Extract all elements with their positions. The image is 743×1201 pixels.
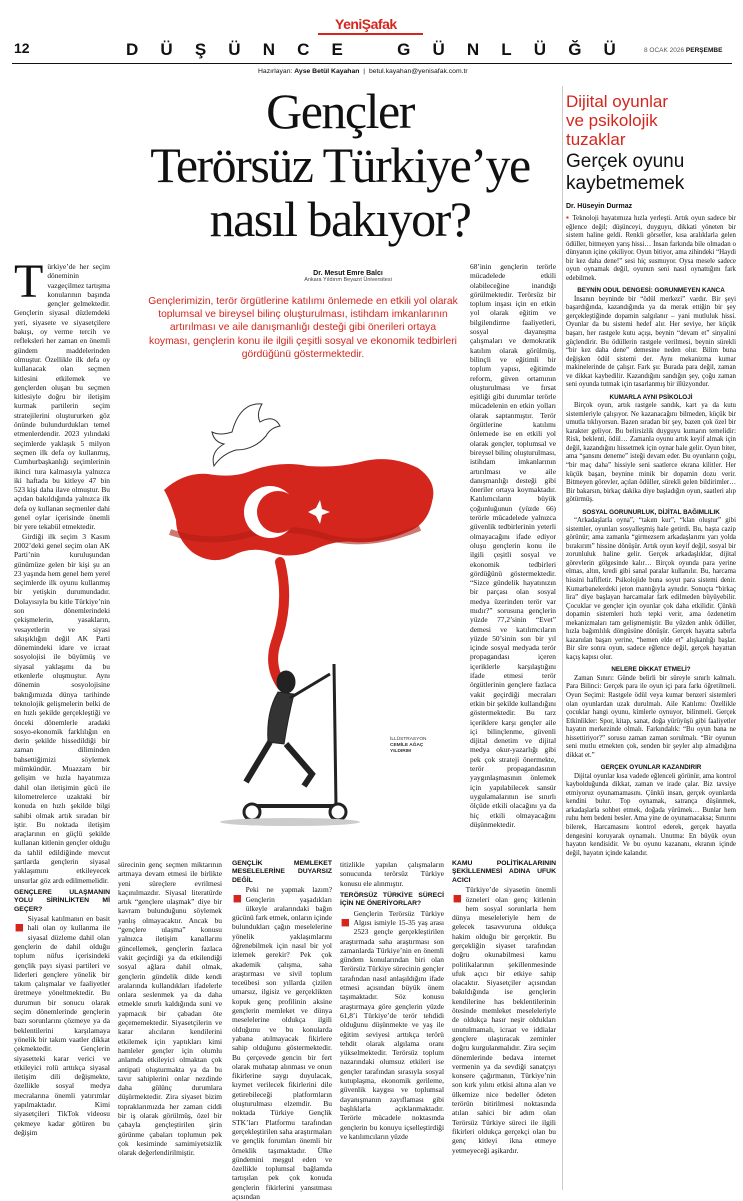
page-number: 12 — [14, 40, 30, 56]
sidebar-subtitle — [566, 151, 736, 195]
section-letter: Ü — [533, 40, 547, 59]
headline-line: Gençler — [266, 83, 414, 139]
section-letter: G — [397, 40, 411, 59]
crescent-inner — [257, 491, 299, 533]
credit-line: CEMİLE AĞAÇ — [390, 743, 424, 748]
author-affiliation: Ankara Yıldırım Beyazıt Üniversitesi — [304, 277, 392, 283]
sidebar-title — [566, 92, 736, 149]
sidebar-divider — [562, 86, 563, 1190]
lead-paragraph: Gençlerimizin, terör örgütlerine katılımı önlemede en etkili yol olarak toplumsal ve bireysel bilinç oluşturulması, istihdam imkanlarının artırılması ve aile danışmanlığı desteği gibi önerileri ortaya koyması, gençlerin konu ile ilgili çeşitli sosyal ve ekonomik tedbirleri gördüğünü göstermektedir. — [148, 296, 458, 360]
subheading: GENÇLERE ULAŞMANIN YOLU SİRİNLİKTEN Mİ GEÇER? — [14, 888, 110, 913]
sidebar-subtitle-line: kaybetmemek — [566, 173, 685, 194]
bullet-icon: ▪ — [340, 905, 351, 939]
paragraph: Dijital oyunlar kısa vadede eğlenceli görünür, ama kontrol kaybolduğunda dikkat, zaman ve irade çalar. Biz tavsiye etmiyoruz oyunamamasını. Çünkü insan, gerçek oyunlarda kendini bulur. Top oynamak, satrança düşünmek, arkadaşlarla sohbet etmek, doğada yürümek… Bunlar hem ruhu hem bedeni besler. Ama yine de oyunamacaksa; Sınırını bilerek, Harcamasını kontrol ederek, gerçek hayatla dengesini koruyarak oynamalı. Unutma: En büyük oyun hayatın kendisidir. Ve bu oyunu kazananı, ekranın içinde değil, hayatın içinde kalandır. — [566, 772, 736, 857]
article-column-1 — [14, 255, 110, 1190]
paragraph: Gençlerin Terörsüz Türkiye Algısı ismiyle 15-35 yaş arası 2523 gençle gerçekleştirilen araştırmada saha araştırması son zamanlarda Türkiye’nin en önemli gündem konularından biri olan Terörsüz Türkiye sürecinin gençler tarafından nasıl anlaşıldığını ifade etmesi açısından büyük önem taşımaktadır. Söz konusu araştırmaya göre gençlerin yüzde 61,8’i Türkiye’de terör tehdidi olduğunu düşünmekte ve yaş ile eğitim seviyesi arttıkça terörü tehdit olarak algılama oranı yükselmektedir. Terörsüz toplum nazarındaki olumsuz etkileri ise gençler tarafından sırasıyla sosyal kutuplaşma, ekonomik gerileme, güvenlik kaygısı ve toplumsal dayanışmanın zayıflaması gibi başlıklarla açıklanmaktadır. Terörle mücadele noktasında gençlerin bu konuyu içselleştirdiği ve katılımcıların yüzde — [340, 908, 444, 1141]
subheading: TERÖRSÜZ TÜRKİYE SÜRECİ İÇİN NE ÖNERİYORLAR? — [340, 891, 444, 908]
paragraph: Girdiği ilk seçim 3 Kasım 2002’deki genel seçim olan AK Parti’nin kuruluşundan günümüze gelen bir kişi şu an 23 yaşında hem genel hem yerel seçimlerde ilk oyunu kullanmış bir yetişkin durumundadır. Dolayısıyla bu kitle Türkiye’nin son dönemlerindeki çekişmelerin, yasakların, vesayetlerin ve siyasi sıkışıklığın değil AK Parti dönemindeki idare ve icraat sosyolojisi ile büyümüş ve siyasal yaklaşımı da bu etkenlerle oluşmuştur. Aynı dönemin sosyolojisine baktığımızda dünya tarihinde teknolojik gelişmelerin belki de en hızlı şekilde gerçekleştiği ve önceki dönemlerle aradaki sosyo-ekonomik farklılığın en derin şekilde hissedildiği bir zaman diliminden bahsettiğimizi söylemek mümkündür. Muazzam bir gelişim ve hızla hayatımıza dahil olan iletişimin gücü ile kilometrelerce uzaktaki bir konuda en hızlı şekilde bilgi sahibi olmak artık sıradan bir iştir. Bu noktada iletişim araçlarının en güçlü şekilde kullanan kitlenin gençler olduğu da tahlil edildiğinde mevcut şartlarda gençlerin siyasal yaklaşımını etkileyecek unsurlar göz ardı edilmemelidir. — [14, 531, 110, 885]
bullet-icon: ▪ — [566, 213, 573, 222]
paragraph: Siyasal katılmanın en basit hali olan oy kullanma ile siyasal düzleme dahil olan gençlerin de dahil olduğu toplum nüfus içerisindeki gençlik payı siyasi partileri ve liderleri gençlere yönelik bir takım çalışmalar ve faaliyetler üretmeye yöneltmektedir. Bu durumun bir sonucu olarak seçim dönemlerinde gençlerin bazı sorunlarını çözmeye ya da beklentilerini karşılamaya yönelik bir takım vaatler dikkat çekmektedir. Gençlerin siyasetteki karar verici ve etkileyici rolü arttıkça siyasal iletişim dili değişmekte, özellikle sosyal medya mecralarına önemli yatırımlar yapılmaktadır. Kimi siyasetçileri TikTok videosu çekmeye kadar götüren bu değişim — [14, 914, 110, 1137]
subheading: GENÇLİK MEMLEKET MESELELERİNE DUYARSIZ DEĞİL — [232, 860, 332, 884]
paragraph: Türkiye’de siyasetin önemli özneleri olan genç kitlenin hem sosyal sorunlarla hem dünya meseleleriyle hem de gelecek tasavvuruna oldukça hakim olduğu bir gerçektir. Bu gerçekliğin siyaset tarafından doğru okunabilmesi kamu politikalarının şekillenmesinde ufuk açıcı bir etkiye sahip olacaktır. Siyasetçiler açısından bakıldığında ise gençlerin kendilerine has beklentilerinin ötesinde memleket meseleleriyle de oldukça hasır neşir oldukları unutulmamalı, icraat ve iddialar gençlere ulaştıracak zeminler doğru kurgulanmalıdır. Zira seçim dönemlerinde bedava internet vermenin ya da sevdiği sanatçıyı konsere çağırmanın, Türkiye’nin son kırk yılını etkisi altına alan ve ülkemize nice bedeller ödeten terörün bitirilmesi noktasında atılan sahici bir adım olan Terörsüz Türkiye süreci ile ilgili fikirleri oldukça gerçekçi olan bu genç kitleyi ikna etmeye yetmeyeceği aşikardır. — [452, 885, 556, 1155]
prepared-label: Hazırlayan: — [258, 68, 293, 75]
section-letter: D — [126, 40, 139, 59]
credit-line: YILDIRIM — [390, 749, 412, 754]
paragraph: titizlikle yapılan çalışmaların sonucunda terörsüz Türkiye konusu ele alınmıştır. — [340, 860, 444, 888]
bullet-icon: ▪ — [232, 882, 243, 916]
section-letter: C — [297, 40, 310, 59]
section-letter: Ü — [432, 40, 445, 59]
logo: YeniŞafak — [335, 16, 397, 32]
section-letter: N — [466, 40, 480, 59]
article-column-2 — [470, 262, 556, 882]
subheading: BEYNİN ODUL DENGESİ: GORUNMEYEN KANCA — [577, 287, 725, 295]
subheading: KAMU POLİTİKALARININ ŞEKİLLENMESİ ADINA UFUK ACICI — [452, 860, 556, 884]
bullet-icon: ▪ — [14, 911, 25, 945]
paragraph: Birçok oyun, artık rastgele sandık, kart ya da kutu sistemleriyle çalışıyor. Ne kazanacağını bilmeden, küçük bir umutla tıklıyorsun. Bazen sıradan bir şey, bazen çok özel bir karakter geliyor. Bu belirsizlik duyguyu kumarın temelidir: Risk, beklenti, ödül… Zamanla oyunu artık keyif almak için değil, kazandığını hissetmek için oynar hale gelir. Oyun biter, ama “şansını deneme” isteği devam eder. Bu oyunların çoğu, “bir maç daha” hissiyle seni saatlerce ekrana kilitler. Her küçük başarı, beynine minik bir dopamin dozu verir. Bitmeyen görevler, açılan ödüller, sürekli gelen bildirimler… Bir bakarsın, birkaç dakika diye başladığın oyun, saatleri alıp götürmüş. — [566, 402, 736, 504]
sidebar — [566, 86, 736, 1192]
illustration — [140, 402, 470, 832]
section-letter: Ü — [603, 40, 616, 59]
headline-line: Terörsüz Türkiye’ye — [150, 137, 530, 193]
sidebar-body — [566, 214, 736, 1180]
paragraph: “Arkadaşlarla oyna”, “takım kur”, “klan oluştur” gibi sistemler, oyunları sosyalleşmiş hale getirdi. Bu, başta cazip görünür; ama zamanla “girmezsem arkadaşlarımı yarı yolda bırakırım” hissine dönüşür. Artık oyun keyif değil, sosyal bir zorunluluk haline gelir. Gerçek arkadaşlıklar, dijital görevlerin gölgesinde kalır… Birçok oyunda para yerine elmas, altın, kredi gibi sanal paralar kullanılır. Bu, harcama hissini hafifletir. Psikolojide buna soyut para sistemi denir. Kumarbanelerdeki jeton mantığıyla aynıdır. Sonuçta “birkaç lira” diye başlayan harcamalar fark edilmeden büyüyebilir. Çocuklar ve gençler için oyunlar çok daha etkilidir. Çünkü dopamin sistemleri hızlı tepki verir, ama özdenetim mekanizmaları tam gelişmemiştir. Bu yüzden anlık ödüller, hızla bağımlılık döngüsüne dönüşür. Gerçek hayatta sabırla kazanılan başarı yerine, “hemen elde et” alışkanlığı başlar. Bir sîre sonra oyun, sadece eğlence değil, gerçek hayattan kaçış kapısı olur. — [566, 517, 736, 661]
subheading: SOSYAL GORUNURLUK, DİJİTAL BAĞIMLILIK — [582, 508, 720, 516]
day-text: PERŞEMBE — [685, 47, 723, 54]
editor-email[interactable]: betul.kayahan@yenisafak.com.tr — [368, 68, 468, 75]
article-column-4 — [232, 860, 332, 1201]
article-column-5 — [340, 860, 444, 1190]
paragraph: İnsanın beyninde bir “ödül merkezi” vardır. Bir şeyi başardığında, kazandığında ya da merak ettiğin bir şey gerçekleştiğinde dopamin salgılanır – yani mutluluk hissi. Oyunlar da bu sistemi hedef alır. Her seviye, her küçük başarı, her rastgele kutu açışı, beynin “devam et” sinyalini güçlendirir. Bu ödüllerin rastgele verilmesi, beynin sürekli “bir kez daha dene” demesine neden olur. Bilim buna değişken ödül sistemi der. Aynı mekanizma kumar makinelerinde de çalışır. Fark şu: Burada para değil, zaman ve dikkat kaybedilir. Kazandığını sandığın şey, çoğu zaman seni oyunda tutmak için tasarlanmış bir illüzyondur. — [566, 295, 736, 389]
sidebar-title-line: Dijital oyunlar — [566, 92, 669, 111]
section-letter: E — [331, 40, 343, 59]
byline — [258, 270, 438, 283]
sidebar-title-line: tuzaklar — [566, 130, 626, 149]
illustration-credit — [390, 737, 427, 755]
paragraph: sürecinin genç seçmen miktarının artmaya devam etmesi ile birlikte yeni süreçlere evrilmesi kaçınılmazdır. Siyasal literatürde artık “gençlere ulaşmak” diye bir kavram bulunduğunu söylemek yanlış olmayacaktır. Ancak bu “gençlere ulaşma” konusu yalnızca iletişim kanallarını güncellemek, gençlerin fazlaca vakit geçirdiği ya da etkilendiği sosyal ağlara dahil olmak, gençlerin gündelik dilde kendi aralarında kullandıkları ifadelerle onlara seslenmek ya da daha etmekle sınırlı kaldığında suni ve yapmacık bir çabadan öte geçememektedir. Siyasetçilerin ve karar alıcıların kendilerini etkilemek için yaptıkları kimi hamleler gençler için olumlu anlamda etkileyici olmaktan çok antipati oluşturmakta ya da bu tavır sahiplerini onlar nezdinde daha gülünç durumlara düşürmektedir. Zira siyaset bizim topraklarımızda her zaman ciddi bir iş olarak görülmüş, özel bir çabayla gençleştirilen şirin görünme çabaları toplumun pek çok kesiminde samimiyetsizlik olarak değerlendirilmiştir. — [118, 860, 222, 1158]
sidebar-author: Dr. Hüseyin Durmaz — [566, 203, 633, 210]
section-letter: L — [501, 40, 512, 59]
paragraph: Peki ne yapmak lazım? Gençlerin yaşadıkları ülkeyle aralarındaki bağın gücünü fark etmek, onların içinde bulundukları çağın meselelerine yönelik yaklaşımlarını öğrenebilmek için nasıl bir yol izlemek gerekir? Pek çok akademik çalışma, saha araştırması ve sivil toplum teceübesi son yıllarda çizilen umarsız, ilgisiz ve gerçeklikten kopuk genç profilinin aksine gençlerin memleket ve dünya meselelerine oldukça ilgili olduğunu ve bu konularda yabana atılmayacak fikirlere sahip olduğunu göstermektedir. Bu çerçevede gencin bir fert olarak muhatap alınması ve onun fikirlerine saygı duyulacak, kıymet verilecek fikirlerini dile getirebileceği platformların oluşturulması elzemdir. Bu noktada Türkiye Gençlik STK’ları Platformu tarafından gerçekleştirilen saha araştırmaları ve gençlik forumları önemli bir örneklik taşımaktadır. Ülke gündemini meşgul eden ve özellikle toplumsal bağlamda tartışılan pek çok konuda gençlerin fikirlerini yansıtması açısından — [232, 885, 332, 1201]
date-text: 8 OCAK 2026 — [644, 47, 685, 54]
header-rule — [12, 63, 732, 64]
bullet-icon: ▪ — [452, 882, 463, 916]
paragraph: 68’inin gençlerin terörle mücadelede etkili olabileceğine inandığı görülmektedir. Terörsüz bir toplum inşası için en etkin yol olarak eğitim ve bilgilendirme faaliyetleri, sosyal dayanışma çalışmaları ve demokratik katılım olarak görülmüş, bilinçli ve eğitimli bir toplum yapısı, eğitimde reform, güven ortamının oluşturulması ve fırsat eşitliği gibi durumlar terörle mücadelenin en etkin yolları olarak saptanmıştır. Terör örgütlerine katılımı önlemede ise en etkili yol olarak gençler, toplumsal ve bireysel bilinç oluşturulması, istihdam imkanlarının artırılması ve aile danışmanlığı desteği gibi öneriler ortaya koymaktadır. Katılımcıların büyük çoğunluğunun (yüzde 66) terörle mücadelede yalnızca güvenlik tedbirlerinin yeterli olmayacağını ifade ediyor oluşu gençlerin konu ile ilgili çeşitli sosyal ve ekonomik tedbirleri gördüğünü göstermektedir. “Sizce gündelik hayatınızın bir parçası olan sosyal medya üzerinden terör var mıdır?” sorusuna gençlerin yüzde 77,2’sinin “Evet” demesi ve katılımcıların yüzde 50’sinin son bir yıl içinde sosyal medyada terör propagandası içeren içeriklerle karşılaştığını ifade etmesi terör örgütlerinin gençlere fazlaca vakit geçirdiği mecraları etkin bir şekilde kullandığını göstermektedir. Bu tarz içeriklere karşı gençler aile içi bilinçlenme, güvenli dijital denetim ve dijital medya okur-yazarlığı gibi pek çok strateji önermekte, terör propagandasının yaygınlaşmasının önlemek için yapılabilecek sansür uygulamalarının ise sınırlı ölçüde etkili olacağını ya da hiç etkili olmayacağını düşünmektedir. — [470, 262, 557, 829]
paragraph: ürkiye’de her seçim döneminin vazgeçilmez tartışma konularının başında gençler gelmektedir. Gençlerin siyasal düzlemdeki yeri, siyasete ve siyasetçilere bakışı, oy verme tercih ve refleksleri her zaman en önemli gündem maddelerinden olmuştur. Özellikle ilk defa oy kullanacak olan seçmen kitlesini etkilemek ve gençlerden oluşan bu seçmen kitlesiyle doğru bir iletişim kurmak partilerin seçim stratejilerini oluştururken göz önünde bulundurdukları temel etmenlerdendir. 2023 yılındaki seçimlerde yaklaşık 5 milyon seçmen ilk defa oy kullanmış, Cumhurbaşkanlığı seçimlerinin ikinci tura kalmasıyla yalnızca iki haftada bu kitleye 47 bin 523 kişi daha ilave olmuştur. Bu açıdan bakıldığında yalnızca ilk defa oy kullanan seçmenler dahi genel oylar içerisinde önemli bir yere tekabül etmektedir. — [14, 262, 110, 532]
sidebar-title-line: ve psikolojik — [566, 111, 658, 130]
dropcap: T — [14, 255, 44, 308]
editor-name: Ayse Betül Kayahan — [294, 68, 360, 75]
dove-icon — [212, 404, 280, 466]
subheading: KUMARLA AYNI PSİKOLOJİ — [609, 393, 693, 401]
sidebar-subtitle-line: Gerçek oyunu — [566, 151, 685, 172]
page-header — [0, 0, 743, 62]
paragraph: Zaman Sınırı: Günde belirli bir süreyle sınırlı kalmalı. Para Bilinci: Gerçek para ile oyun içi para farkı öğretilmeli. Oyun Seçimi: Rastgele ödül veya kumar benzeri sistemleri olan oyunlardan uzak durulmalı. Aile Katılımı: Özellikle çocuklar hangi oyunu, kimlerle oynuyor, bilinmeli. Gerçek Etkinlikler: Spor, kitap, sanat, doğa yürüyüşü gibi faaliyetler hayatın merkezinde olmalı. Farkındalık: “Bu oyun bana ne hissettiriyor?” sorusu zaman zaman sorulmalı. “Bir oyunun seni mutlu etmekten çok, senden bir şeyler alıp almadığına dikkat et.” — [566, 674, 736, 759]
section-letter: Ş — [194, 40, 207, 59]
credit-line: İLLÜSTRASYON — [390, 737, 427, 742]
date — [644, 47, 722, 54]
logo-underline — [318, 33, 423, 35]
prepared-by: Hazırlayan: Ayse Betül Kayahan | betul.kayahan@yenisafak.com.tr — [258, 68, 468, 75]
paragraph: Teknoloji hayatımıza hızla yerleşti. Artık oyun sadece bir eğlence değil; düşünceyi, duyguyu, dikkati yöneten bir sistem haline geldi. Renkli görseller, kısa aralıklarla gelen ödüller, bitmeyen yarış hissi… İnsan farkında bile olmadan o dünyanın içine çekiliyor. Oyun bitiyor, ama zihindeki “Haydi bir kez daha dene!” sesi hiç susmuyor. Oysa mesele sadece oyun oynamak değil, oyunun seni nasıl oynattığını fark edebilmek. — [566, 215, 736, 282]
section-letter: Ü — [160, 40, 173, 59]
section-title — [126, 40, 616, 60]
section-letter: Ğ — [568, 40, 582, 59]
scooter-rider-figure — [244, 664, 346, 820]
article-column-3 — [118, 860, 222, 1190]
headline-line: nasıl bakıyor? — [209, 191, 471, 247]
subheading: GERÇEK OYUNLAR KAZANDIRIR — [600, 764, 702, 772]
flag-tail — [273, 562, 284, 686]
author-name: Dr. Mesut Emre Balcı — [313, 270, 383, 277]
section-letter: Ü — [228, 40, 241, 59]
article-column-6 — [452, 860, 556, 1190]
ground-shadow — [220, 818, 360, 826]
section-letter: N — [262, 40, 275, 59]
headline — [150, 84, 530, 246]
subheading: NELERE DİKKAT ETMELİ? — [611, 666, 691, 674]
